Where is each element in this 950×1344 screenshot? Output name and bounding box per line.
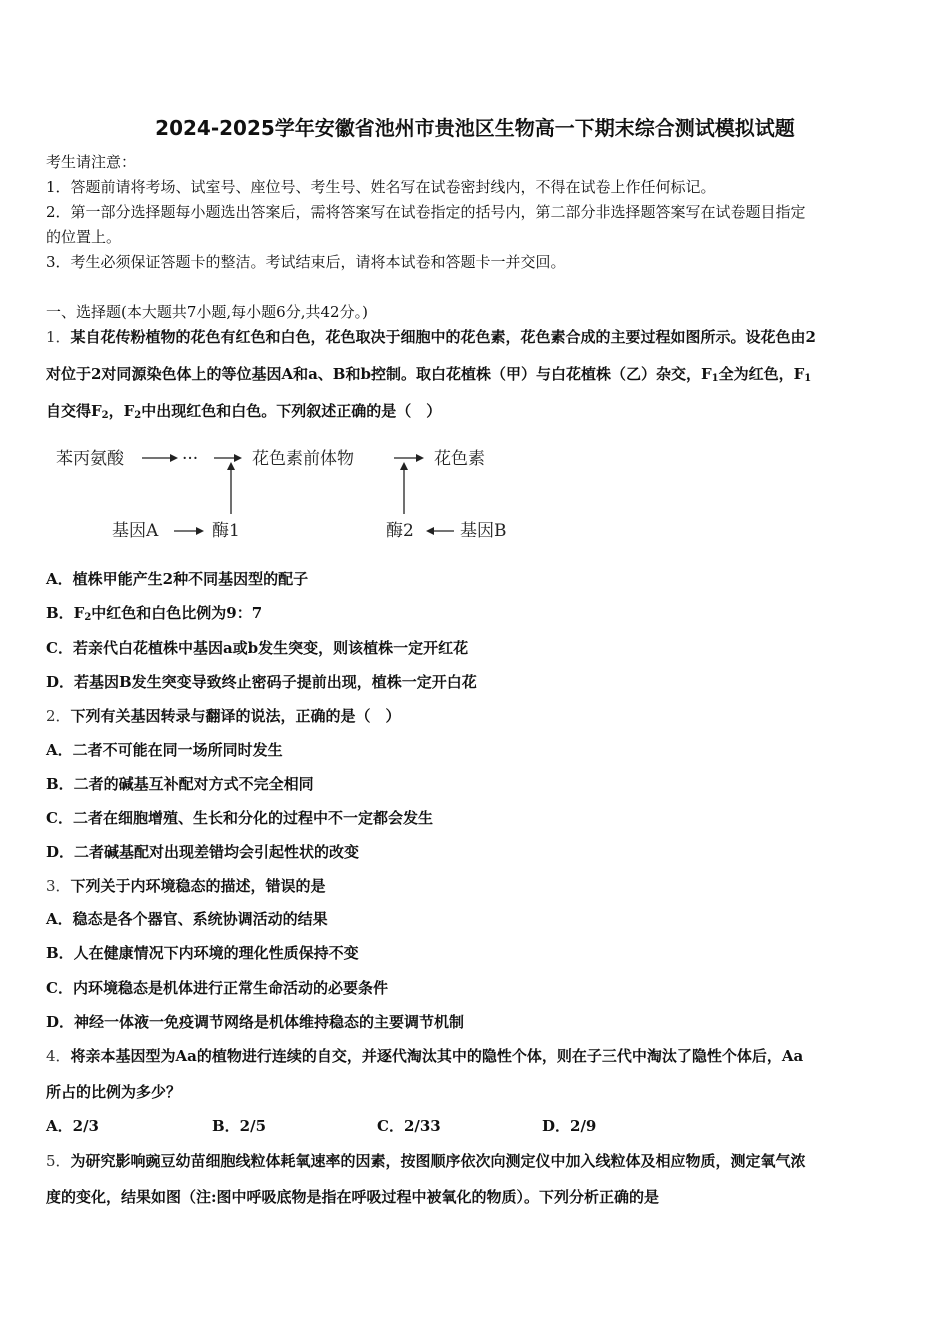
q5-line1 (46, 1151, 806, 1171)
enzyme1-arrow-head (227, 462, 235, 470)
q2-option-a: A．二者不可能在同一场所同时发生 (46, 741, 283, 759)
q4-option-b: B．2/5 (212, 1117, 267, 1135)
q1-option-b (46, 603, 262, 628)
q3-option-d: D．神经一体液一免疫调节网络是机体维持稳态的主要调节机制 (46, 1013, 465, 1031)
q1-stem-1: 某自花传粉植物的花色有红色和白色，花色取决于细胞中的花色素，花色素合成的主要过程如图所示。设花色由2 (70, 328, 816, 346)
q1-stem-2a: 对位于2对同源染色体上的等位基因A和a、B和b控制。取白花植株（甲）与白花植株（乙）杂交，F (46, 365, 712, 383)
dots-label: ··· (182, 449, 199, 469)
arrow-3-head (416, 454, 424, 462)
q5-stem-1: 为研究影响豌豆幼苗细胞线粒体耗氧速率的因素，按图顺序依次向测定仪中加入线粒体及相应物质，测定氧气浓 (70, 1152, 806, 1170)
precursor-label: 花色素前体物 (252, 449, 354, 469)
q1-stem-3c: 中出现红色和白色。下列叙述正确的是（ ） (141, 402, 442, 420)
enzyme2-arrow-head (400, 462, 408, 470)
q3-option-a: A．稳态是各个器官、系统协调活动的结果 (46, 910, 328, 928)
gene-b-label: 基因B (460, 521, 507, 541)
pigment-label: 花色素 (434, 449, 485, 469)
gene-a-arrow-head (196, 527, 204, 535)
arrow-2-head (234, 454, 242, 462)
q3-option-c: C．内环境稳态是机体进行正常生命活动的必要条件 (46, 979, 388, 997)
q1-number: 1． (46, 328, 71, 346)
enzyme1-label: 酶1 (212, 521, 240, 541)
q1-option-a: A．植株甲能产生2种不同基因型的配子 (46, 570, 309, 588)
q4-number: 4． (46, 1047, 71, 1065)
notice-item-3: 3．考生必须保证答题卡的整洁。考试结束后，请将本试卷和答题卡一并交回。 (46, 253, 566, 271)
notice-item-1: 1．答题前请将考场、试室号、座位号、考生号、姓名写在试卷密封线内，不得在试卷上作任何标记。 (46, 178, 716, 196)
section-heading: 一、选择题(本大题共7小题,每小题6分,共42分。) (46, 303, 368, 321)
q4-line1 (46, 1046, 803, 1066)
q1-sub-f2b: 2 (134, 410, 142, 421)
q1-line3 (46, 401, 441, 426)
q1-option-b-2: 中红色和白色比例为9：7 (91, 604, 263, 622)
q2-option-d: D．二者碱基配对出现差错均会引起性状的改变 (46, 843, 360, 861)
q2-number: 2． (46, 707, 71, 725)
q3-stem: 下列关于内环境稳态的描述，错误的是 (70, 877, 326, 895)
arrow-1-head (170, 454, 178, 462)
q1-sub-f1: 1 (711, 373, 719, 384)
q3-number: 3． (46, 877, 71, 895)
q4-line2: 所占的比例为多少？ (46, 1083, 182, 1101)
q1-stem-3b: ，F (108, 402, 135, 420)
q1-option-b-1: B．F (46, 604, 85, 622)
q1-line2 (46, 364, 811, 389)
q1-sub-f1b: 1 (804, 373, 812, 384)
q2-stem: 下列有关基因转录与翻译的说法，正确的是（ ） (70, 707, 401, 725)
q4-stem-1: 将亲本基因型为Aa的植物进行连续的自交，并逐代淘汰其中的隐性个体，则在子三代中淘汰了隐性个体后，Aa (70, 1047, 804, 1065)
notice-item-2-cont: 的位置上。 (46, 228, 122, 246)
q4-option-d: D．2/9 (542, 1117, 597, 1135)
q2-stem-line (46, 706, 401, 726)
q5-number: 5． (46, 1152, 71, 1170)
q5-line2: 度的变化，结果如图（注:图中呼吸底物是指在呼吸过程中被氧化的物质）。下列分析正确的是 (46, 1188, 660, 1206)
q1-stem-3a: 自交得F (46, 402, 102, 420)
q4-option-a: A．2/3 (46, 1117, 99, 1135)
q1-option-d: D．若基因B发生突变导致终止密码子提前出现，植株一定开白花 (46, 673, 477, 691)
q1-sub-f2: 2 (101, 410, 109, 421)
notice-item-2: 2．第一部分选择题每小题选出答案后，需将答案写在试卷指定的括号内，第二部分非选择题答案写在试卷题目指定 (46, 203, 806, 221)
gene-a-label: 基因A (112, 521, 159, 541)
enzyme2-label: 酶2 (386, 521, 414, 541)
q1-option-c: C．若亲代白花植株中基因a或b发生突变，则该植株一定开红花 (46, 639, 469, 657)
q1-stem-2b: 全为红色，F (718, 365, 805, 383)
q1-option-b-sub: 2 (84, 612, 92, 623)
pathway-diagram (50, 436, 530, 556)
page-title: 2024-2025学年安徽省池州市贵池区生物高一下期末综合测试模拟试题 (155, 116, 795, 140)
q4-option-c: C．2/33 (377, 1117, 441, 1135)
q3-option-b: B．人在健康情况下内环境的理化性质保持不变 (46, 944, 359, 962)
q3-stem-line (46, 876, 326, 896)
notice-heading: 考生请注意： (46, 153, 137, 171)
q2-option-b: B．二者的碱基互补配对方式不完全相同 (46, 775, 314, 793)
gene-b-arrow-head (426, 527, 434, 535)
q1-line1 (46, 327, 816, 347)
phenylalanine-label: 苯丙氨酸 (56, 449, 124, 469)
q2-option-c: C．二者在细胞增殖、生长和分化的过程中不一定都会发生 (46, 809, 433, 827)
